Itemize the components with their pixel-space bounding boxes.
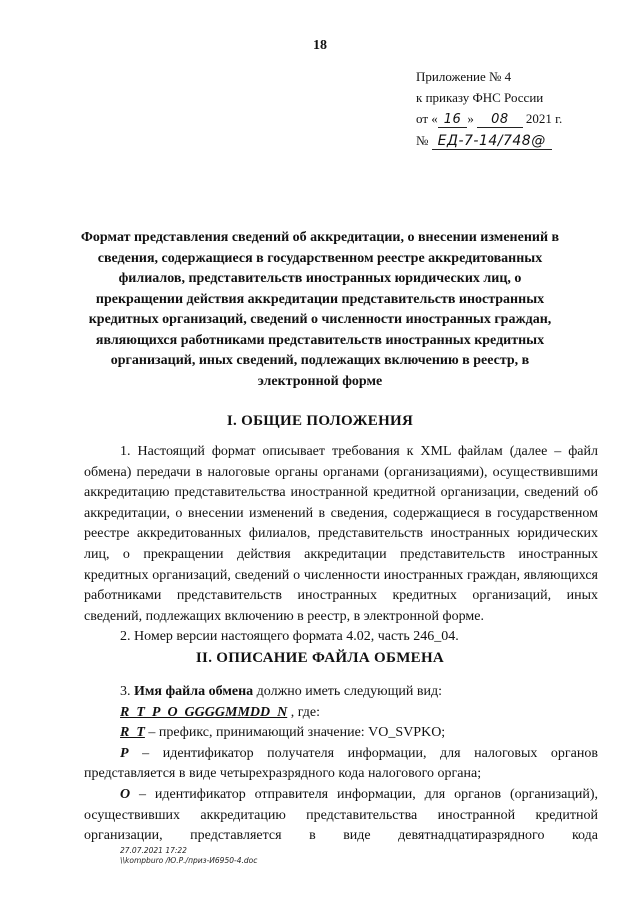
annex-number [416, 130, 562, 152]
pattern-value: R_T_P_O_GGGGMMDD_N [120, 704, 288, 720]
paragraph-3 [84, 682, 598, 703]
annex-date-month: 08 [477, 112, 523, 128]
paragraph-3-number: 3. [120, 684, 134, 699]
definition-p [84, 744, 598, 785]
paragraph-3-bold: Имя файла обмена [134, 684, 254, 699]
annex-date-year: 2021 г. [525, 111, 563, 126]
definition-p-key: P [120, 745, 129, 761]
paragraph-2: 2. Номер версии настоящего формата 4.02, часть 246_04. [120, 629, 459, 645]
annex-number-value: ЕД-7-14/748@ [432, 133, 552, 150]
document-footer [120, 846, 257, 866]
definition-o-text: – идентификатор отправителя информации, для органов (организаций), осуществивших аккредитацию представительства иностранной кредитной организации, представляется в виде девятнадцатиразрядного кода [84, 786, 598, 844]
definition-rt [84, 723, 598, 744]
annex-date-prefix: от « [416, 111, 438, 126]
section-1-body [84, 442, 598, 648]
annex-date-mid: » [467, 111, 474, 126]
page-number: 18 [313, 38, 327, 53]
annex-date-day: 16 [438, 112, 468, 128]
pattern-rest: , где: [287, 704, 321, 720]
annex-number-prefix: № [416, 133, 429, 148]
annex-date [416, 108, 562, 130]
section-2-body [84, 682, 598, 847]
footer-file-path: \\kompburo /Ю.Р./приз-И6950-4.doc [120, 856, 258, 865]
definition-o [84, 785, 598, 847]
definition-p-text: – идентификатор получателя информации, для налоговых органов представляется в виде четырехразрядного кода налогового органа; [84, 745, 598, 782]
section-2-heading: II. ОПИСАНИЕ ФАЙЛА ОБМЕНА [195, 650, 445, 666]
definition-rt-text: – префикс, принимающий значение: VO_SVPKO; [144, 725, 446, 741]
definition-o-key: O [120, 786, 131, 802]
file-name-pattern [84, 703, 598, 724]
document-title: Формат представления сведений об аккредитации, о внесении изменений в сведения, содержащиеся в государственном реестре аккредитованных филиалов, представительств иностранных юридических лиц, о прекращении действия аккредитации представительств иностранных кредитных организаций, сведений о численности иностранных граждан, являющихся работниками представительств иностранных кредитных организаций, иных сведений, подлежащих включению в реестр, в электронной форме [80, 230, 560, 389]
paragraph-1: 1. Настоящий формат описывает требования к XML файлам (далее – файл обмена) передачи в налоговые органы органами (организациями), осуществившими аккредитацию представительства иностранной кредитной организации, сведений об аккредитации, о внесении изменений в сведения, содержащиеся в государственном реестре аккредитованных филиалов, представительств иностранных юридических лиц, о прекращении действия аккредитации представительств иностранных кредитных организаций, сведений о численности иностранных граждан, являющихся работниками представительств иностранных кредитных организаций, иных сведений, подлежащих включению в реестр, в электронной форме. [84, 444, 598, 624]
annex-block [416, 66, 562, 152]
definition-rt-key: R_T [120, 725, 145, 741]
paragraph-3-rest: должно иметь следующий вид: [253, 684, 443, 699]
annex-line-2: к приказу ФНС России [416, 90, 544, 105]
section-1-heading: I. ОБЩИЕ ПОЛОЖЕНИЯ [226, 413, 414, 429]
footer-timestamp: 27.07.2021 17:22 [120, 846, 187, 855]
annex-line-1: Приложение № 4 [416, 69, 512, 84]
